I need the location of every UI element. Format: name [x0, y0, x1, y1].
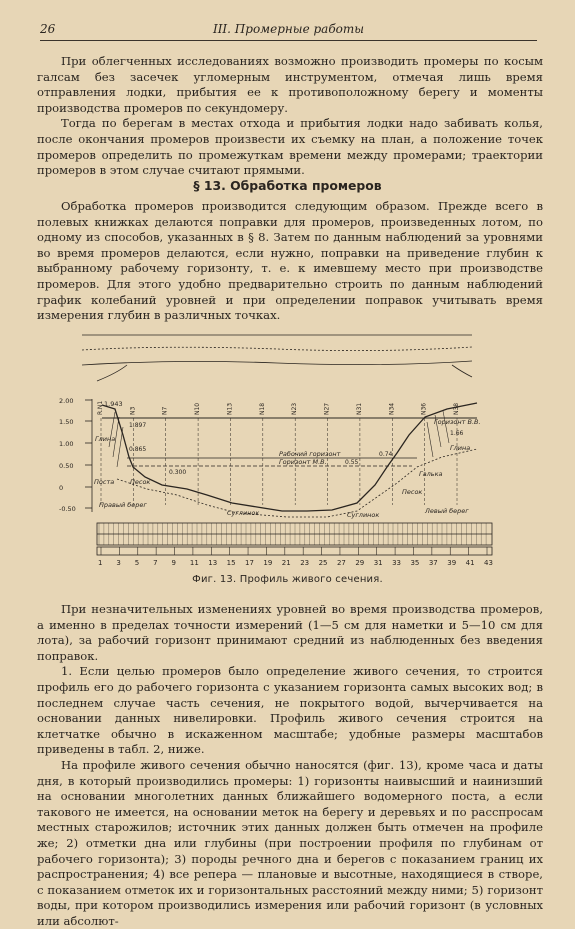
vertical-label: N27	[323, 402, 331, 415]
paragraph-small-changes: При незначительных изменениях уровней во время производства промеров, а именно в пределах точности измерений (1—5 см для наметки и 5—10 см для лота), за рабочий горизонт принимают средний из наблюденных без введения поправок.	[37, 602, 543, 663]
scale-number: 31	[373, 559, 383, 567]
page-header	[40, 22, 537, 41]
vertical-label: N34	[388, 402, 396, 415]
scale-number: 13	[208, 559, 218, 567]
level-label: 1.50	[59, 418, 74, 426]
figure-cross-section	[57, 317, 497, 575]
text-block-bottom	[37, 602, 543, 929]
scale-number: 41	[465, 559, 475, 567]
vertical-label: N7	[161, 406, 169, 415]
vertical-label: N38	[453, 402, 460, 415]
scale-number: 43	[484, 559, 493, 567]
page-number: 26	[40, 22, 56, 36]
scale-number: 29	[355, 559, 365, 567]
scale-number: 27	[336, 559, 346, 567]
vertical-label: N36	[420, 402, 428, 415]
vertical-label: N10	[194, 402, 202, 415]
label-supesok-left: Суглинок	[227, 509, 260, 517]
label-1943: 1.943	[104, 400, 123, 408]
label-glina-left: Глина	[95, 435, 116, 443]
scale-number: 33	[392, 559, 402, 567]
scale-number: 5	[134, 559, 140, 567]
scale-number: 15	[226, 559, 236, 567]
label-galka: Галька	[419, 470, 443, 478]
level-label: 1.00	[59, 440, 74, 448]
label-0865: 0.865	[129, 446, 147, 453]
level-label: 0.50	[59, 462, 74, 470]
scale-number: 1	[98, 559, 103, 567]
scale-number: 9	[171, 559, 176, 567]
level-label: 2.00	[59, 397, 74, 405]
figure-caption: Фиг. 13. Профиль живого сечения.	[192, 574, 383, 585]
label-gorizont-vv: Горизонт В.В.	[434, 418, 481, 426]
paragraph-profile-contents: На профиле живого сечения обычно наносятся (фиг. 13), кроме часа и даты дня, в который производились промеры: 1) горизонты наивысший и наинизший на основании многолетних данных ближайшего водомерного поста, а если такового не имеется, на основании меток на берегу и деревьях и по расспросам местных старожилов; источник этих данных должен быть отмечен на профиле же; 2) отметки дна или глубины (при построении профиля по глубинам от рабочего горизонта); 3) породы речного дна и берегов с показанием границ их распространения; 4) все репера — плановые и высотные, находящиеся в створе, с показанием отметок их и горизонтальных расстояний между ними; 5) горизонт воды, при котором производились измерения или рабочий горизонт (в условных или абсолют-	[37, 757, 543, 928]
section-title: § 13. Обработка промеров	[193, 178, 382, 193]
label-pesok-right: Песок	[402, 488, 423, 496]
scale-number: 11	[189, 559, 199, 567]
label-gorizont-mv-value: 0.55	[345, 459, 359, 466]
level-label: 0	[59, 484, 64, 492]
label-0300: 0.300	[169, 469, 187, 476]
label-pesok-left: Песок	[130, 478, 151, 486]
paragraph-oblique-soundings: При облегченных исследованиях возможно производить промеры по косым галсам без засечек угломерным инструментом, отмечая лишь время отправления лодки, прибытия ее к противоположному берегу и моменты производства промеров по секундомеру.	[37, 54, 543, 115]
vertical-label: N18	[258, 402, 266, 415]
text-block-top	[37, 54, 543, 179]
scale-number: 25	[318, 559, 328, 567]
scale-number: 23	[300, 559, 310, 567]
paragraph-cross-section: 1. Если целью промеров было определение живого сечения, то строится профиль его до рабочего горизонта с указанием горизонта самых высоких вод; в последнем случае часть сечения, не покрытого водой, вычерчивается на основании данных нивелировки. Профиль живого сечения строится на клетчатке обычно в искаженном масштабе; удобные размеры масштабов приведены в табл. 2, ниже.	[37, 664, 543, 757]
label-glina-right: Глина	[450, 444, 471, 452]
paragraph-stakes: Тогда по берегам в местах отхода и прибытия лодки надо забивать колья, после окончания промеров произвести их съемку на план, а положение точек промеров определить по промежуткам времени между промерами; траектории промеров в этом случае считают прямыми.	[37, 116, 543, 178]
scale-number: 39	[447, 559, 457, 567]
label-right-bank: Правый берег	[99, 501, 147, 509]
label-gorizont-mv: Горизонт М.В.	[279, 458, 327, 466]
scale-number: 17	[245, 559, 254, 567]
label-rabochiy: Рабочий горизонт	[279, 450, 341, 458]
scale-number: 7	[153, 559, 158, 567]
label-posta: Поста	[94, 478, 115, 486]
label-gorizont-vv-value: 1.66	[450, 430, 464, 437]
label-1897: 1.897	[129, 422, 147, 429]
scale-number: 37	[428, 559, 438, 567]
scale-number: 35	[410, 559, 420, 567]
cross-section-drawing	[57, 317, 497, 575]
scale-number: 3	[116, 559, 121, 567]
text-block-middle	[37, 199, 543, 324]
level-label: -0.50	[59, 505, 76, 513]
vertical-label: N13	[226, 402, 234, 415]
scale-number: 19	[263, 559, 273, 567]
vertical-label: N23	[291, 402, 299, 415]
label-left-bank: Левый берег	[425, 507, 469, 515]
vertical-label: N3	[129, 406, 137, 415]
scale-number: 21	[281, 559, 291, 567]
vertical-label: R.N1	[97, 400, 104, 415]
label-supesok-right: Суглинок	[347, 511, 380, 519]
running-title: III. Промерные работы	[212, 22, 365, 36]
paragraph-processing: Обработка промеров производится следующим образом. Прежде всего в полевых книжках делаются поправки для промеров, произведенных лотом, по одному из способов, указанных в § 8. Затем по данным наблюдений за уровнями во время промеров делаются, если нужно, поправки на приведение глубин к выбранному рабочему горизонту, т. е. к имевшему место при производстве промеров. Для этого удобно предварительно строить по данным наблюдений график колебаний уровней и при определении поправок учитывать время измерения глубин в различных точках.	[37, 199, 543, 323]
vertical-label: N31	[355, 402, 363, 415]
label-rabochiy-value: 0.74	[379, 451, 393, 458]
